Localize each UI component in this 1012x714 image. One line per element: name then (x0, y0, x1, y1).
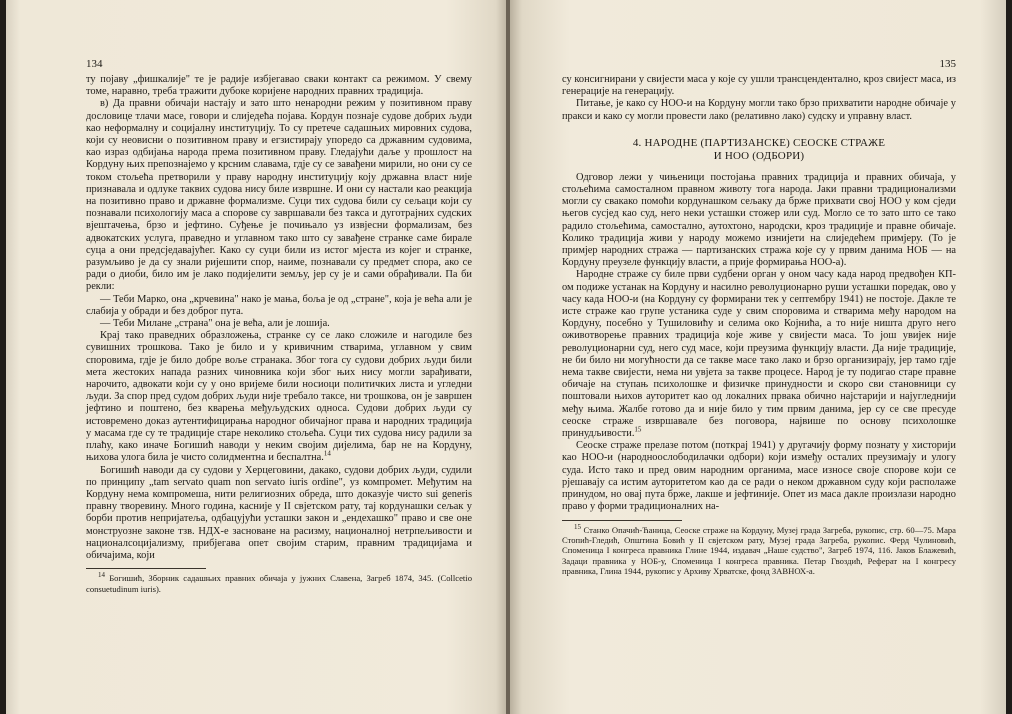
paragraph: Одговор лежи у чињеници постојања правних традиција и правних обичаја, у стољећима самосталном правном животу тога народа. Јаки правни традиционализми могли су свакако помоћи кордунашком сељаку да брже прихвати свој НОО у ком сједи његов сусјед као суд, него неки усташки стожер или суд. Могло се то зато што се тако радило стољећима, самостално, аутохтоно, народски, кроз традиције и правне обичаје. Колико традиција живи у народу можемо изнијети на слиједећем примјеру. (То је примјер народних стража — партизанских стража које су у првим данима НОБ — на Кордуну преузеле функцију власти, а прије формирања НОО-а). (562, 171, 956, 269)
paragraph: Питање, је како су НОО-и на Кордуну могли тако брзо прихватити народне обичаје у пракси и како су могли провести лако (релативно лако) судску и управну власт. (562, 98, 956, 122)
section-heading-line: И НОО (ОДБОРИ) (713, 150, 805, 163)
right-page (510, 0, 1006, 714)
page-number-right: 135 (939, 58, 956, 70)
footnote-rule (562, 520, 682, 521)
paragraph: Сеоске страже прелазе потом (поткрај 1941) у другачију форму познату у хисторији као НОО-и (народноослободилачки одбори) који између осталих преузимају и улогу суда. Исто тако и пред овим народним органима, масе износе своје спорове који се рјешавају са истим ауторитетом као да се ради о неком државном суду који располаже принудом, но овај пута брже, лакше и јефтиније. Опет из маса дакле произлази народно право у форми традиционалних на- (562, 440, 956, 513)
footnote (86, 573, 472, 594)
paragraph: Богишић наводи да су судови у Херцеговини, дакако, судови добрих људи, судили по принципу „tam servato quam non servato iuris ordine", уз компромет. Међутим на Кордуну нема компромеша, нити религиозних обреда, што доказује чисто sui generis правну творевину. Много година, касније у II свјетском рату, тај кордунашки сељак у борби против непријатеља, одбацујући усташки закон и „ендехашко" право и све оне монструозне законе тзв. НДХ-е засноване на расизму, националној нетрпељивости и националсоцијализму, прибјегава опет својим старим, правним традицијама и обичајима, који (86, 464, 472, 561)
footnote-mark: 14 (98, 571, 105, 580)
right-footnotes (562, 522, 956, 577)
right-page-body-continued (562, 172, 956, 514)
dialogue-line: — Теби Милане „страна" она је већа, али је лошија. (100, 318, 330, 330)
paragraph: ту појаву „фишкалије" те је радије избјегавао сваки контакт са режимом. У свему томе, наравно, треба тражити дубоке коријене народних правних традиција. (86, 74, 472, 98)
page-number-left: 134 (86, 58, 103, 70)
footnote-ref: 14 (323, 449, 331, 458)
footnote-text: Станко Опачић-Ћаница, Сеоске страже на Кордуну, Музеј града Загреба, рукопис, стр. 60—75. Мара Стопић-Гледић, Општина Бовић у II свјетском рату, Музеј града Загреба, рукопис. Ферд Чулиновић, Споменица I конгреса правника Глине 1944, издавач „Наше судство", Загреб 1974, 116. Јаков Блажевић, Задаци правника у НОБ-у, Споменица I конгреса правника. Петар Гвоздић, Реферат на I конгресу правника, Глина 1944, рукопис у Архиву Хрватске, фонд ЗАВНОХ-а. (562, 524, 956, 577)
footnote-ref: 15 (634, 425, 642, 434)
right-page-body (562, 74, 956, 123)
paragraph: в) Да правни обичаји настају и зато што ненародни режим у позитивном праву дословице тлачи масе, говори и слиједећа појава. Кордун познаје судове добрих људи као неформалну и социјалну институцију. То су претече садашњих мировних судова, који су неовисни о позитивном праву и егзистирају упоредо са државним судовима, као израз одбијања народа према позитивном праву. Гледајући даље у прошлост на Кордуну њих препознајемо у крсним славама, гдје су се завађени мирили, но они су се током стољећа претворили у праву народну институцију коју државна власт није признавала и одлуке таквих судова нису биле извршне. И они су настали као реакција на позитивно право и државне формализме. Суци тих судова били су сељаци који су познавали психологију маса а спорове су завршавали без такса и дуготрајних судских вјештачења, брзо и јефтино. Суђење је почињало уз извјесни формализам, без адвокатских услуга, праведно и углавном тако што су завађене странке саме бирале суца а они предсједавајућег. Како су суци били из истог мјеста из којег и странке, разумљиво је да су знали ријешити спор, наиме, познавали су предмет спора, ако се ради о диоби, било им је лако подијелити земљу, јер су је и сами обрађивали. Па би рекли: (86, 98, 472, 293)
section-heading (562, 137, 956, 164)
paragraph (86, 330, 472, 464)
dialogue-line: — Теби Марко, она „крчевина" нако је мања, боља је од „стране", која је већа али је слабија у обради и без доброг пута. (86, 293, 472, 317)
paragraph (562, 269, 956, 440)
footnote-text: Богишић, Зборник садашњих правних обичаја у јужних Славена, Загреб 1874, 345. (Collcetio consuetudinum iuris). (86, 573, 472, 594)
footnote-rule (86, 568, 206, 569)
paragraph-text: Крај тако праведних образложења, странке су се лако сложиле и нагодиле без сувишних трошкова. Тако је било и у кривичним стварима, углавном у свим споровима, гдје је било добре воље странака. Због тога су судови добрих људи били мета жестоких напада разних чиновника који због њих нису могли зарађивати, нарочито, адвокати који су у оно вријеме били носиоци политичких листа и угледни људи. За спор пред судом добрих људи није требало таксе, ни трошкова, он је завршен јефтино и поштено, без кварења међуљудских односа. Судови добрих људи су истовремено доказ аутентифицирања народног обичајног права и народних традиција у масама где су те традиције старе неколико стољећа. Суци тих судова нису радили за плаћу, како иначе Богишић наводи у неким својим дијелима, бар не на Кордуну, њихова улога била је чисто солидментна и беспалтна. (86, 330, 472, 464)
left-page (6, 0, 508, 714)
footnote-mark: 15 (574, 522, 581, 531)
paragraph-text: Народне страже су биле први судбени орган у оном часу када народ предвођен КП-ом подиже устанак на Кордуну и насилно револуционарно руши усташки поредак, ово у часу када НОО-и (на Кордуну су формирани тек у септембру 1941) не постоје. Дакле те исте страже као групе устаника суде у свим споровима и стварима међу народом на Кордуну, посебно у Тушиловићу и селима око Којнића, а то није ништа друго него оживотворење правних традиција које живе у свијести маса. То још увијек није револуционарни суд, него суд масе, који преузима функцију власти. Да није традиције, не би било ни могућности да се такве масе тако лако и брзо организирају, јер тамо гдје нема такве свијести, нема ни увјета за такве процесе. Народ је ту подигао старе правне обичаје на ступањ психолошке и физичке принудности и скоро сви становници су поштовали њихов ауторитет као од локалних првака обично најстарији и најугледнији међу њима. Жалбе готово да и није било у тим првим данима, јер су се све пресуде сеоске страже извршавале без поговора, највише по основу психолошке принудљивости. (562, 269, 956, 440)
left-footnotes (86, 573, 472, 594)
footnote (562, 522, 956, 577)
paragraph: су консигнирани у свијести маса у које су ушли трансцендентално, кроз свијест маса, из генерације на генерацију. (562, 74, 956, 98)
section-heading-line: 4. НАРОДНЕ (ПАРТИЗАНСКЕ) СЕОСКЕ СТРАЖЕ (632, 136, 886, 149)
left-page-body (86, 74, 472, 562)
